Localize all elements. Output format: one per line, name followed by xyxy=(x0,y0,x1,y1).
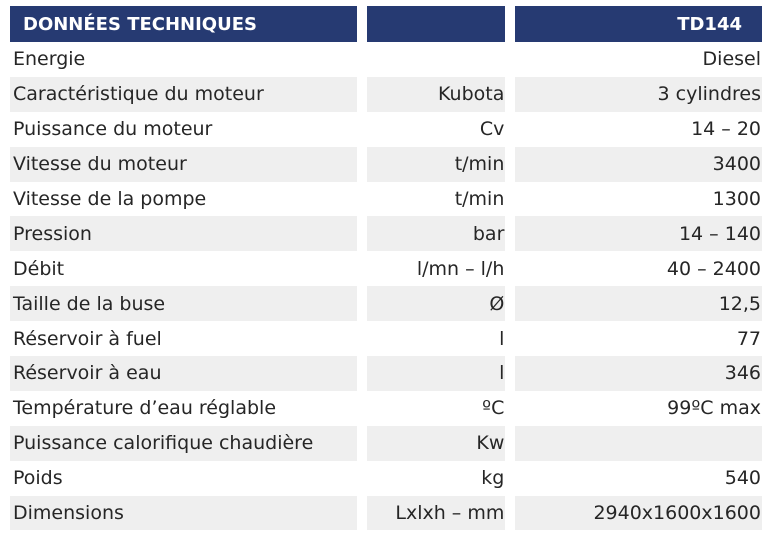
table-row xyxy=(10,321,762,356)
row-value: 2940x1600x1600 xyxy=(515,496,762,531)
row-label: Energie xyxy=(13,48,86,71)
technical-data-table xyxy=(10,6,762,530)
row-unit: l/mn – l/h xyxy=(416,257,505,280)
table-row xyxy=(10,426,762,461)
header-model: TD144 xyxy=(515,6,762,42)
row-label: Caractéristique du moteur xyxy=(10,77,357,112)
row-unit: Ø xyxy=(367,286,505,321)
row-label: Puissance du moteur xyxy=(13,118,213,141)
row-value: 99ºC max xyxy=(667,397,761,420)
row-value: 14 – 20 xyxy=(691,118,761,141)
row-label: Pression xyxy=(10,216,357,251)
row-unit: l xyxy=(367,356,505,391)
row-unit: Kw xyxy=(367,426,505,461)
row-label: Vitesse du moteur xyxy=(10,147,357,182)
row-label: Température d’eau réglable xyxy=(13,397,277,420)
table-row xyxy=(10,496,762,531)
row-unit: l xyxy=(499,327,505,350)
row-unit: t/min xyxy=(454,188,505,210)
row-value: 3400 xyxy=(515,147,762,182)
row-unit: Lxlxh – mm xyxy=(367,496,505,531)
row-value: Diesel xyxy=(702,48,761,71)
table-row xyxy=(10,286,762,321)
row-value: 77 xyxy=(736,327,761,350)
row-label: Poids xyxy=(13,467,63,490)
row-value: 40 – 2400 xyxy=(666,257,761,280)
row-value: 1300 xyxy=(712,188,761,210)
row-unit xyxy=(367,42,505,77)
row-value: 14 – 140 xyxy=(515,216,762,251)
row-unit: bar xyxy=(367,216,505,251)
row-label: Débit xyxy=(13,257,65,280)
row-value: 3 cylindres xyxy=(515,77,762,112)
table-row xyxy=(10,216,762,251)
table-row xyxy=(10,356,762,391)
table-row xyxy=(10,391,762,426)
row-value: 540 xyxy=(724,467,761,490)
row-value xyxy=(515,426,762,461)
row-unit: t/min xyxy=(367,147,505,182)
header-unit xyxy=(367,6,505,42)
row-unit: ºC xyxy=(482,397,505,420)
table-row xyxy=(10,251,762,286)
table-row xyxy=(10,461,762,496)
row-label: Réservoir à eau xyxy=(10,356,357,391)
row-unit: Kubota xyxy=(367,77,505,112)
row-unit: Cv xyxy=(479,118,505,141)
row-label: Dimensions xyxy=(10,496,357,531)
row-label: Réservoir à fuel xyxy=(13,327,162,350)
table-row xyxy=(10,112,762,147)
table-row xyxy=(10,182,762,217)
header-title: DONNÉES TECHNIQUES xyxy=(10,6,357,42)
table-row xyxy=(10,147,762,182)
table-header xyxy=(10,6,762,42)
row-label: Vitesse de la pompe xyxy=(13,188,207,210)
row-label: Puissance calorifique chaudière xyxy=(10,426,357,461)
row-value: 12,5 xyxy=(515,286,762,321)
table-row xyxy=(10,42,762,77)
row-unit: kg xyxy=(481,467,505,490)
table-row xyxy=(10,77,762,112)
row-label: Taille de la buse xyxy=(10,286,357,321)
row-value: 346 xyxy=(515,356,762,391)
